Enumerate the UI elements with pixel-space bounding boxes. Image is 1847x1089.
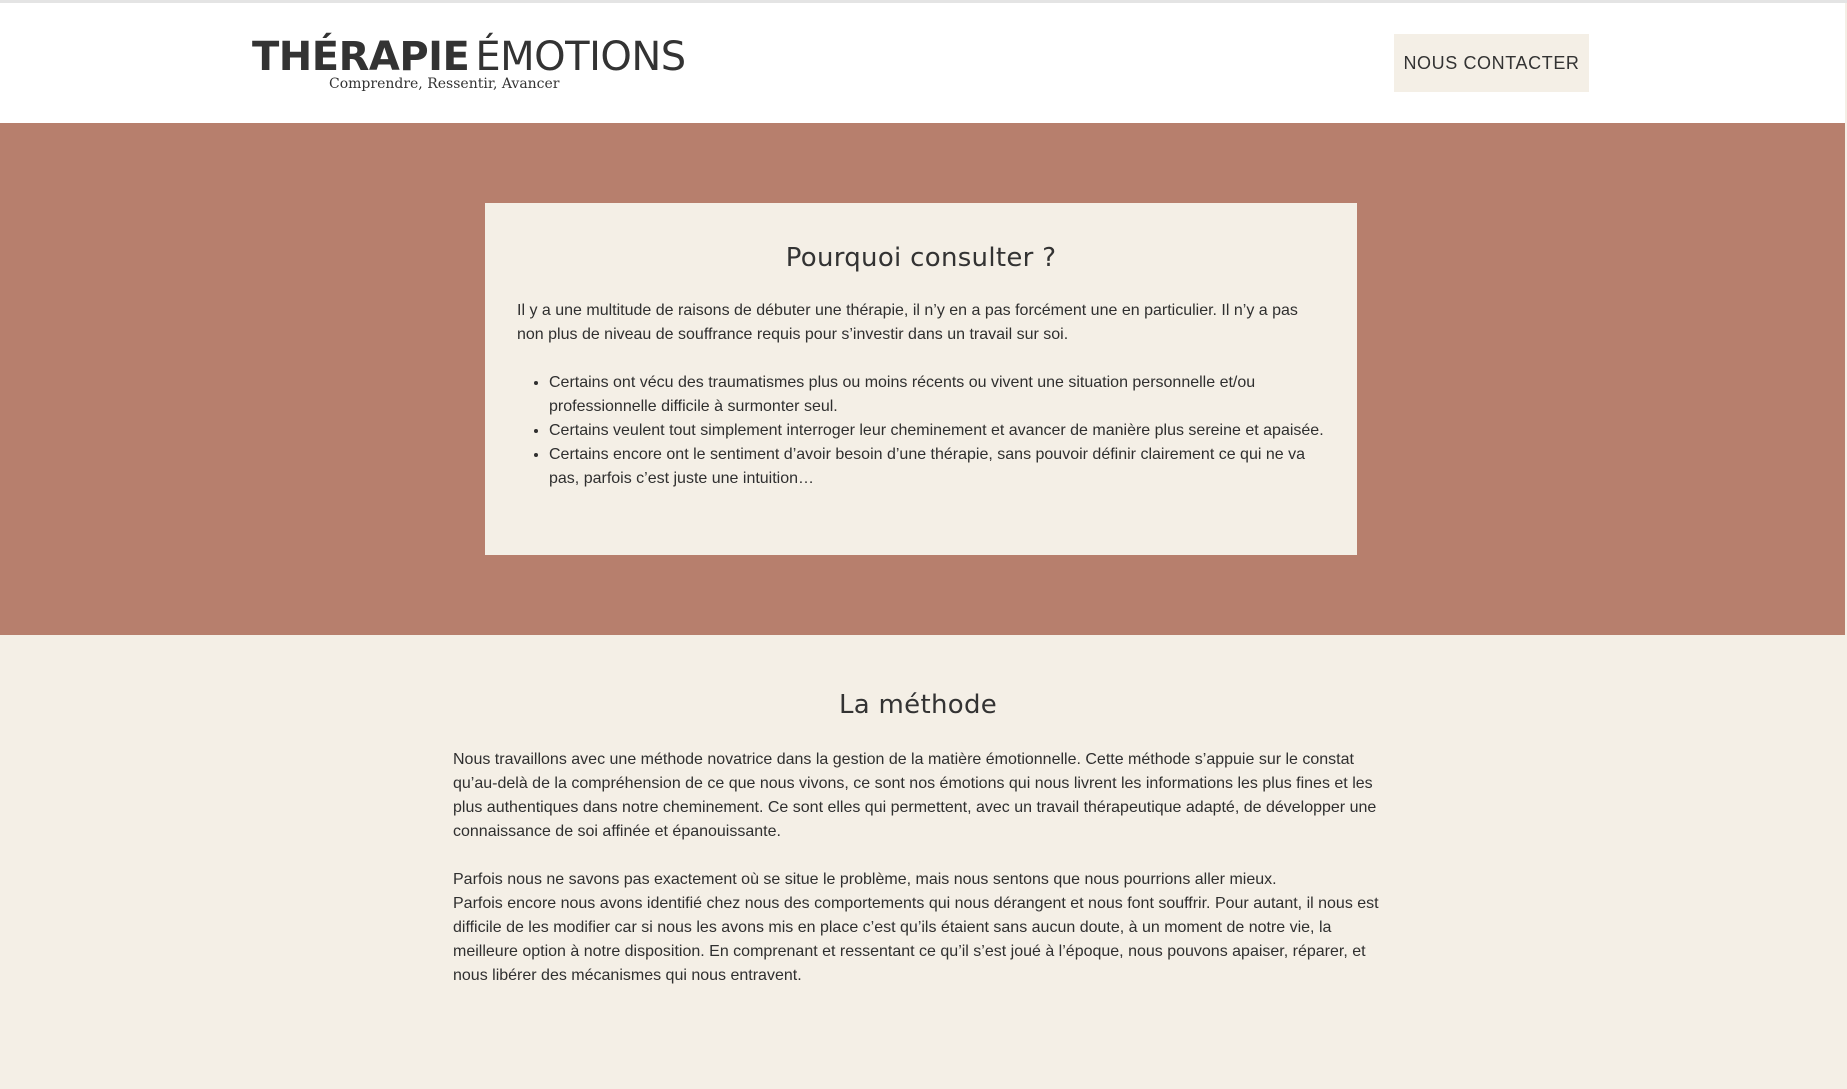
method-paragraph: Nous travaillons avec une méthode novatrice dans la gestion de la matière émotionnelle. Cette méthode s’appuie sur le constat qu’au-delà de la compréhension de ce que nous vivons, ce sont nos émotions qui nous livrent les informations les plus fines et les plus authentiques dans notre cheminement. Ce sont elles qui permettent, avec un travail thérapeutique adapté, de développer une connaissance de soi affinée et épanouissante. xyxy=(453,751,1377,840)
logo-tagline: Comprendre, Ressentir, Avancer xyxy=(329,76,560,92)
method-section xyxy=(453,635,1383,988)
why-consult-title: Pourquoi consulter ? xyxy=(785,243,1057,273)
site-logo[interactable] xyxy=(252,33,686,92)
logo-title-light: ÉMOTIONS xyxy=(475,34,686,80)
why-consult-section xyxy=(0,123,1845,635)
site-header xyxy=(0,3,1845,123)
method-paragraph-line: Parfois nous ne savons pas exactement où se situe le problème, mais nous sentons que nous pourrions aller mieux. xyxy=(453,871,1277,888)
reasons-list xyxy=(517,371,1325,491)
list-item: • Certains veulent tout simplement interroger leur cheminement et avancer de manière plus sereine et apaisée. xyxy=(549,419,1325,443)
logo-title xyxy=(252,33,686,81)
contact-button[interactable]: NOUS CONTACTER xyxy=(1394,34,1589,92)
method-paragraph-line: Parfois encore nous avons identifié chez nous des comportements qui nous dérangent et nous font souffrir. Pour autant, il nous est difficile de les modifier car si nous les avons mis en place c’est qu’ils étaient sans aucun doute, à un moment de notre vie, la meilleure option à notre disposition. En comprenant et ressentant ce qu’il s’est joué à l’époque, nous pouvons apaiser, réparer, et nous libérer des mécanismes qui nous entravent. xyxy=(453,895,1379,984)
why-consult-intro: Il y a une multitude de raisons de débuter une thérapie, il n’y en a pas forcément une en particulier. Il n’y a pas non plus de niveau de souffrance requis pour s’investir dans un travail sur soi. xyxy=(517,302,1298,343)
logo-title-bold: THÉRAPIE xyxy=(252,34,470,80)
list-item: • Certains ont vécu des traumatismes plus ou moins récents ou vivent une situation personnelle et/ou professionnelle difficile à surmonter seul. xyxy=(549,371,1325,419)
method-title: La méthode xyxy=(838,690,998,720)
why-consult-card xyxy=(485,203,1357,555)
list-item: • Certains encore ont le sentiment d’avoir besoin d’une thérapie, sans pouvoir définir clairement ce qui ne va pas, parfois c’est juste une intuition… xyxy=(549,443,1325,491)
